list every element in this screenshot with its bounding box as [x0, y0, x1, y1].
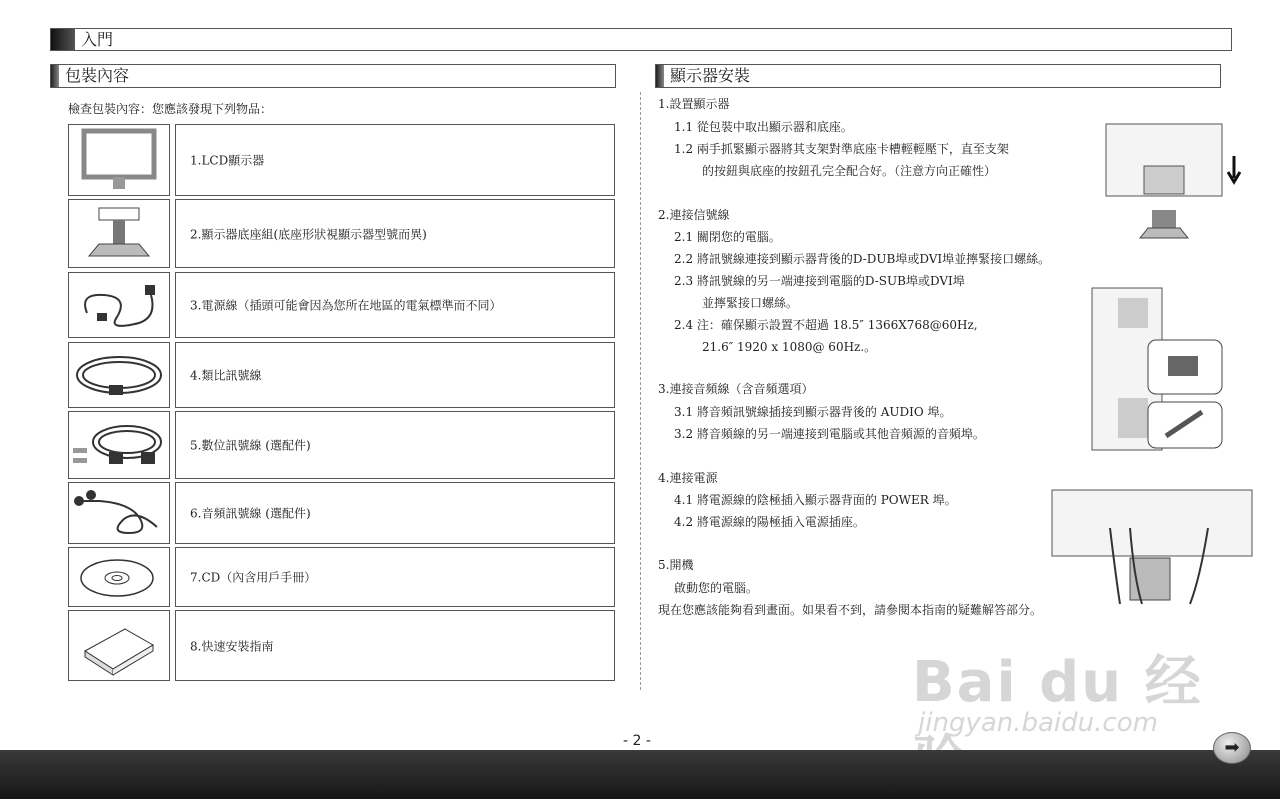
list-item — [68, 199, 615, 268]
footer-bar — [0, 750, 1280, 799]
power-cord-icon — [68, 272, 170, 338]
watermark-logo: Bai du 经 — [912, 650, 1203, 715]
step-line: 2.4 注：確保顯示設置不超過 18.5″ 1366X768@60Hz, — [674, 318, 978, 332]
step-line: 4.2 將電源線的陽極插入電源插座。 — [674, 515, 865, 529]
monitor-back-illustration — [1104, 122, 1250, 248]
watermark — [912, 638, 1212, 748]
step-heading: 4.連接電源 — [658, 471, 718, 485]
item-label: 1.LCD顯示器 — [190, 153, 265, 168]
power-port-illustration — [1050, 488, 1256, 610]
chapter-header — [50, 28, 1232, 51]
section-marker — [51, 65, 59, 87]
item-cell — [175, 482, 615, 544]
left-section-title: 包裝內容 — [65, 66, 130, 85]
cd-icon — [68, 547, 170, 607]
item-cell — [175, 547, 615, 607]
list-item — [68, 272, 615, 338]
left-section-header — [50, 64, 616, 88]
item-cell — [175, 342, 615, 408]
step-line: 2.2 將訊號線連接到顯示器背後的D-DUB埠或DVI埠並擰緊接口螺絲。 — [674, 252, 1051, 266]
chapter-title: 入門 — [81, 30, 114, 49]
step-line: 2.1 關閉您的電腦。 — [674, 230, 781, 244]
step-line: 3.2 將音頻線的另一端連接到電腦或其他音頻源的音頻埠。 — [674, 427, 985, 441]
item-cell — [175, 124, 615, 196]
step-line: 1.1 從包裝中取出顯示器和底座。 — [674, 120, 853, 134]
right-section-header — [655, 64, 1221, 88]
arrow-right-icon: ➡ — [1224, 737, 1240, 758]
step-line: 2.3 將訊號線的另一端連接到電腦的D-SUB埠或DVI埠 — [674, 274, 965, 288]
item-label: 6.音頻訊號線 (選配件) — [190, 506, 311, 521]
step-line: 並擰緊接口螺絲。 — [702, 296, 799, 310]
guide-icon — [68, 610, 170, 681]
list-item — [68, 482, 615, 544]
list-item — [68, 411, 615, 479]
watermark-url: jingyan.baidu.com — [918, 708, 1158, 738]
list-item — [68, 124, 615, 196]
item-label: 4.類比訊號線 — [190, 368, 262, 383]
package-intro: 檢查包裝內容：您應該發現下列物品： — [68, 102, 273, 116]
vga-cable-icon — [68, 342, 170, 408]
section-marker — [656, 65, 664, 87]
item-label: 3.電源線（插頭可能會因為您所在地區的電氣標準而不同） — [190, 298, 502, 313]
monitor-icon — [68, 124, 170, 196]
step-heading: 3.連接音頻線（含音頻選項） — [658, 382, 814, 396]
step-line: 21.6″ 1920 x 1080@ 60Hz.。 — [702, 340, 877, 354]
step-heading: 2.連接信號線 — [658, 208, 730, 222]
item-label: 2.顯示器底座組(底座形狀視顯示器型號而異) — [190, 227, 427, 241]
item-label: 8.快速安裝指南 — [190, 639, 274, 653]
step-line: 現在您應該能夠看到畫面。如果看不到，請參閱本指南的疑難解答部分。 — [658, 603, 1043, 617]
stand-icon — [68, 199, 170, 268]
step-line: 1.2 兩手抓緊顯示器將其支架對準底座卡槽輕輕壓下，直至支架 — [674, 142, 1009, 156]
item-cell — [175, 272, 615, 338]
next-page-button[interactable] — [1213, 732, 1251, 764]
list-item — [68, 610, 615, 681]
step-line: 4.1 將電源線的陰極插入顯示器背面的 POWER 埠。 — [674, 493, 957, 507]
item-cell — [175, 411, 615, 479]
item-label: 5.數位訊號線 (選配件) — [190, 438, 311, 453]
dvi-cable-icon — [68, 411, 170, 479]
step-heading: 5.開機 — [658, 558, 694, 572]
step-line: 3.1 將音頻訊號線插接到顯示器背後的 AUDIO 埠。 — [674, 405, 952, 419]
column-divider — [640, 92, 641, 690]
audio-cable-icon — [68, 482, 170, 544]
list-item — [68, 342, 615, 408]
page-number: - 2 - — [623, 733, 651, 749]
item-cell — [175, 610, 615, 681]
step-heading: 1.設置顯示器 — [658, 97, 730, 111]
signal-port-illustration — [1090, 286, 1224, 456]
header-marker — [51, 29, 75, 50]
list-item — [68, 547, 615, 607]
right-section-title: 顯示器安裝 — [670, 66, 751, 85]
item-label: 7.CD（內含用戶手冊） — [190, 570, 317, 585]
item-cell — [175, 199, 615, 268]
step-line: 的按鈕與底座的按鈕孔完全配合好。（注意方向正確性） — [702, 164, 997, 178]
step-line: 啟動您的電腦。 — [674, 581, 759, 595]
